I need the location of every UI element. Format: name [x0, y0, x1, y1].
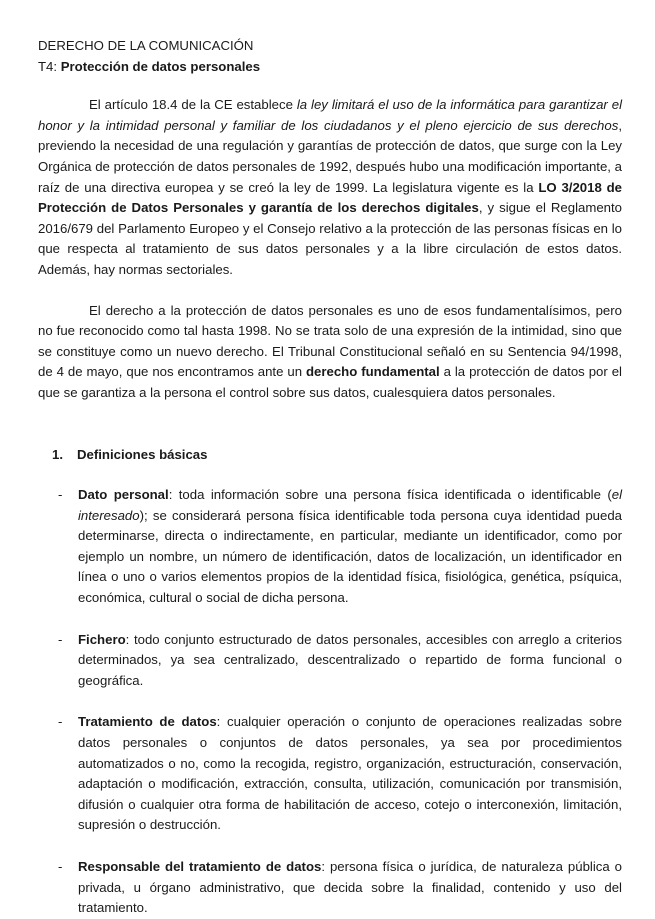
- text: , previendo la necesidad de una regulación y garantías de protección de datos, que surge con la Ley Orgánica de protección de datos personales de 1992, después hubo una modificación importante, a raíz de una directiva europea y se creó la ley de 1999. La legislatura vigente es la: [38, 117, 622, 195]
- text: El derecho a la protección de datos personales es uno de esos fundamentalísimos, pero no fue reconocido como tal hasta 1998. No se trata solo de una expresión de la intimidad, sino que se constituye como un nuevo derecho. El Tribunal Constitucional señaló en su Sentencia 94/1998, de 4 de mayo, que nos encontramos ante un: [38, 302, 622, 380]
- bullet-dash: -: [58, 859, 63, 874]
- bullet-dash: -: [58, 631, 63, 647]
- definition-term: Responsable del tratamiento de datos: [78, 859, 322, 874]
- topic-prefix: T4:: [38, 58, 61, 74]
- text: , y sigue el Reglamento 2016/679 del Parlamento Europeo y el Consejo relativo a la protección de las personas físicas en lo que respecta al tratamiento de sus datos personales y a la libre circulación de estos datos. Además, hay normas sectoriales.: [38, 200, 623, 277]
- definition-item: [38, 630, 622, 692]
- bold-term: derecho fundamental: [305, 364, 440, 380]
- section-number: 1.: [52, 446, 63, 462]
- italic-text: el interesado: [78, 487, 623, 523]
- bullet-dash: -: [58, 714, 63, 730]
- intro-paragraph: [38, 95, 622, 280]
- quote-text: la ley limitará el uso de la informática para garantizar el honor y la intimidad personal y familiar de los ciudadanos y el pleno ejercicio de sus derechos: [38, 97, 622, 133]
- section-heading: [38, 445, 622, 466]
- definition-term: Fichero: [78, 631, 126, 647]
- right-paragraph: [38, 301, 622, 404]
- definition-term: Dato personal: [78, 487, 169, 503]
- topic-heading: [38, 57, 622, 78]
- definition-item: [38, 857, 622, 919]
- course-title: DERECHO DE LA COMUNICACIÓN: [38, 38, 254, 53]
- definition-term: Tratamiento de datos: [78, 714, 217, 730]
- law-name: LO 3/2018 de Protección de Datos Personales y garantía de los derechos digitales: [38, 179, 622, 216]
- definition-item: [38, 712, 622, 836]
- topic-title: Protección de datos personales: [60, 58, 261, 74]
- definition-text: : todo conjunto estructurado de datos personales, accesibles con arreglo a criterios determinados, ya sea centralizado, descentralizado o repartido de forma funcional o geográfica.: [78, 631, 622, 688]
- text: a la protección de datos por el que se garantiza a la persona el control sobre sus datos, cualesquiera datos personales.: [38, 364, 622, 400]
- definition-text: : persona física o jurídica, de naturaleza pública o privada, u órgano administrativo, que decida sobre la finalidad, contenido y uso del tratamiento.: [78, 859, 622, 916]
- definition-text: : toda información sobre una persona física identificada o identificable (: [168, 487, 612, 503]
- text: El artículo 18.4 de la CE establece: [89, 97, 297, 113]
- definition-item: [38, 485, 622, 609]
- definition-text: ); se considerará persona física identificable toda persona cuya identidad pueda determinarse, directa o indirectamente, en particular, mediante un identificador, como por ejemplo un nombre, un número de identificación, datos de localización, un identificador en línea o uno o varios elementos propios de la identidad física, fisiológica, genética, psíquica, económica, cultural o social de dicha persona.: [78, 507, 622, 606]
- section-title: Definiciones básicas: [77, 446, 208, 462]
- definition-text: : cualquier operación o conjunto de operaciones realizadas sobre datos personales o conjuntos de datos personales, ya sea por procedimientos automatizados o no, como la recogida, registro, organización, estructuración, conservación, adaptación o modificación, extracción, consulta, utilización, comunicación por transmisión, difusión o cualquier otra forma de habilitación de acceso, cotejo o interconexión, limitación, supresión o destrucción.: [78, 714, 622, 833]
- bullet-dash: -: [58, 487, 63, 503]
- document-page: [38, 36, 622, 919]
